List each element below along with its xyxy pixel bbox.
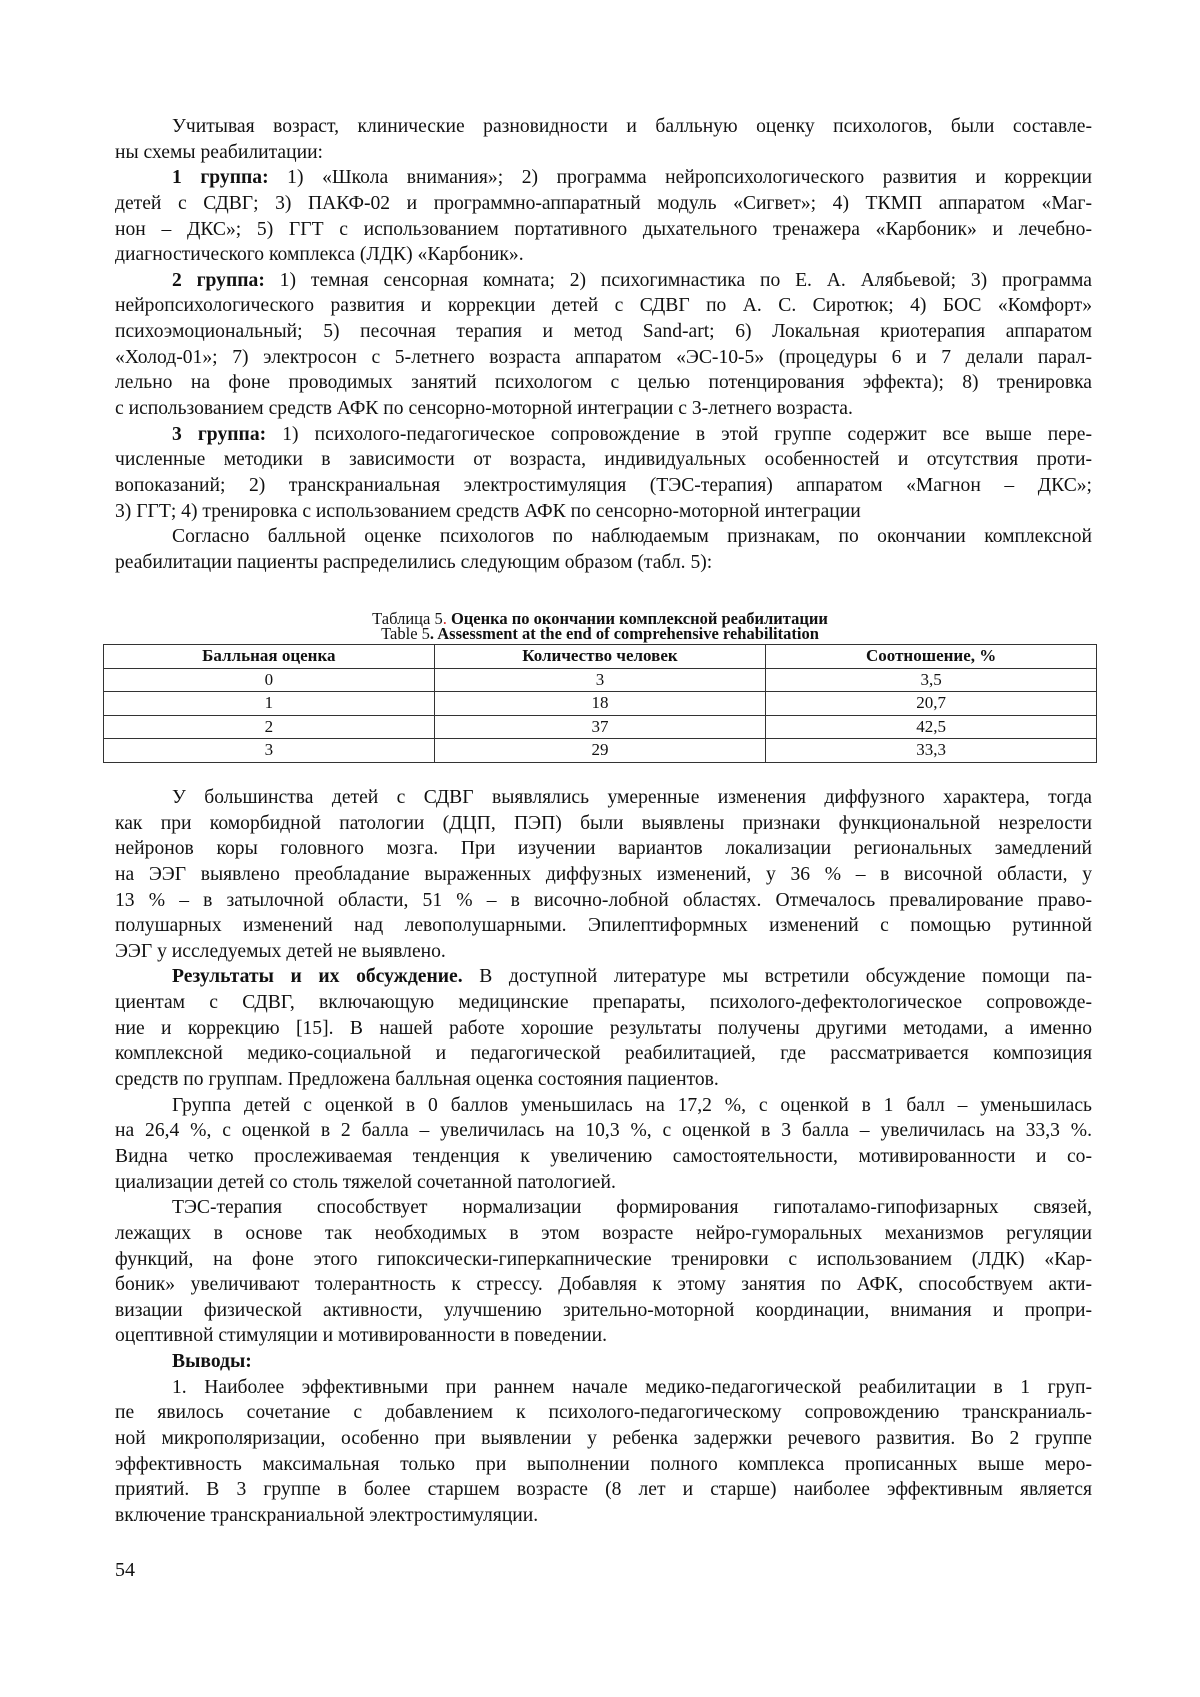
line-text: ние и коррекцию [15]. В нашей работе хорошие результаты получены другими методами, а именно	[115, 1017, 1092, 1039]
line-text: включение транскраниальной электростимуляции.	[115, 1504, 539, 1526]
line-text: нон – ДКС»; 5) ГГТ с использованием портативного дыхательного тренажера «Карбоник» и лечебно-	[115, 218, 1092, 240]
paragraph	[115, 114, 1092, 165]
text-line	[115, 1170, 1092, 1196]
text-line	[115, 524, 1092, 550]
paragraph	[115, 422, 1092, 525]
line-text: детей с СДВГ; 3) ПАКФ-02 и программно-аппаратный модуль «Сигвет»; 4) ТКМП аппаратом «Маг-	[115, 192, 1092, 214]
line-text: на 26,4 %, с оценкой в 2 балла – увеличилась на 10,3 %, с оценкой в 3 балла – увеличилась на 33,3 %.	[115, 1120, 1092, 1142]
paragraph-lead: 2 группа:	[172, 269, 265, 291]
line-text: диагностического комплекса (ЛДК) «Карбоник».	[115, 244, 524, 266]
text-line	[115, 939, 1092, 965]
table-cell: 3,5	[766, 668, 1097, 692]
table-cell: 1	[104, 692, 435, 716]
text-line	[115, 964, 1092, 990]
line-text: ны схемы реабилитации:	[115, 141, 324, 163]
paragraph-lead: Результаты и их обсуждение.	[172, 966, 463, 988]
line-text: ТЭС-терапия способствует нормализации формирования гипоталамо-гипофизарных связей,	[172, 1197, 1092, 1219]
text-line	[115, 1503, 1092, 1529]
line-text: как при коморбидной патологии (ДЦП, ПЭП) были выявлены признаки функциональной незрелости	[115, 812, 1092, 834]
paragraph	[115, 165, 1092, 268]
line-text: эффективность максимальная только при выполнении полного комплекса прописанных выше меро-	[115, 1453, 1092, 1475]
text-line	[115, 165, 1092, 191]
line-text: пе явилось сочетание с добавлением к психолого-педагогическому сопровождению транскраниаль-	[115, 1402, 1092, 1424]
table-cell: 37	[434, 715, 766, 739]
text-line	[115, 473, 1092, 499]
table-cell: 2	[104, 715, 435, 739]
table-cell: 3	[434, 668, 766, 692]
text-line	[115, 1067, 1092, 1093]
column-header: Соотношение, %	[766, 645, 1097, 669]
paragraph	[115, 1375, 1092, 1529]
text-line	[115, 191, 1092, 217]
line-text: лежащих в основе так необходимых в этом возрасте нейро-гуморальных механизмов регуляции	[115, 1222, 1092, 1244]
page-number: 54	[115, 1559, 135, 1581]
line-text: В доступной литературе мы встретили обсуждение помощи па-	[462, 966, 1093, 988]
line-text: с использованием средств АФК по сенсорно-моторной интеграции с 3-летнего возраста.	[115, 398, 853, 420]
caption-label: Таблица 5	[372, 609, 443, 628]
text-line	[115, 888, 1092, 914]
line-text: оцептивной стимуляции и мотивированности в поведении.	[115, 1325, 607, 1347]
text-line	[115, 1349, 1092, 1375]
paragraph	[115, 524, 1092, 575]
text-line	[115, 1144, 1092, 1170]
caption-title: Оценка по окончании комплексной реабилитации	[446, 609, 828, 628]
line-text: вопоказаний; 2) транскраниальная электростимуляция (ТЭС-терапия) аппаратом «Магнон – ДКС»;	[115, 474, 1092, 496]
text-line	[115, 1247, 1092, 1273]
text-line	[115, 370, 1092, 396]
line-text: функций, на фоне этого гипоксически-гиперкапнические тренировки с использованием (ЛДК) «Кар-	[115, 1248, 1092, 1270]
body-text-bottom	[115, 785, 1092, 1529]
paragraph	[115, 785, 1092, 964]
text-line	[115, 396, 1092, 422]
line-text: циентам с СДВГ, включающую медицинские препараты, психолого-дефектологическое сопровожде-	[115, 992, 1092, 1014]
table-row	[104, 692, 1097, 716]
line-text: Согласно балльной оценке психологов по наблюдаемым признакам, по окончании комплексной	[172, 526, 1092, 548]
paragraph	[115, 1195, 1092, 1349]
line-text: приятий. В 3 группе в более старшем возрасте (8 лет и старше) наиболее эффективным является	[115, 1479, 1092, 1501]
text-line	[115, 836, 1092, 862]
caption-label: Table 5	[381, 624, 430, 643]
text-line	[115, 1298, 1092, 1324]
text-line	[115, 1375, 1092, 1401]
body-text-top	[115, 114, 1092, 576]
text-line	[115, 913, 1092, 939]
text-line	[115, 550, 1092, 576]
line-text: Группа детей с оценкой в 0 баллов уменьшилась на 17,2 %, с оценкой в 1 балл – уменьшилась	[172, 1094, 1092, 1116]
text-line	[115, 217, 1092, 243]
text-line	[115, 499, 1092, 525]
paragraph	[115, 1093, 1092, 1196]
table-cell: 18	[434, 692, 766, 716]
table-row	[104, 715, 1097, 739]
line-text: «Холод-01»; 7) электросон с 5-летнего возраста аппаратом «ЭС-10-5» (процедуры 6 и 7 делали парал-	[115, 346, 1092, 368]
line-text: средств по группам. Предложена балльная оценка состояния пациентов.	[115, 1069, 719, 1091]
text-line	[115, 862, 1092, 888]
line-text: боник» увеличивают толерантность к стрессу. Добавляя к этому занятия по АФК, способствуем акти-	[115, 1274, 1092, 1296]
line-text: реабилитации пациенты распределились следующим образом (табл. 5):	[115, 551, 713, 573]
text-line	[115, 1426, 1092, 1452]
line-text: ЭЭГ у исследуемых детей не выявлено.	[115, 940, 446, 962]
caption-title: . Assessment at the end of comprehensive rehabilitation	[429, 624, 819, 643]
text-line	[115, 1221, 1092, 1247]
table-cell: 42,5	[766, 715, 1097, 739]
paragraph	[115, 268, 1092, 422]
paragraph-lead: 3 группа:	[172, 423, 267, 445]
text-line	[115, 242, 1092, 268]
table-caption-en	[0, 626, 1200, 641]
table-cell: 20,7	[766, 692, 1097, 716]
text-line	[115, 990, 1092, 1016]
line-text: У большинства детей с СДВГ выявлялись умеренные изменения диффузного характера, тогда	[172, 787, 1092, 808]
line-text: нейропсихологического развития и коррекции детей с СДВГ по А. С. Сиротюк; 4) БОС «Комфорт»	[115, 295, 1092, 317]
table-row	[104, 668, 1097, 692]
table-cell: 0	[104, 668, 435, 692]
text-line	[115, 140, 1092, 166]
text-line	[115, 293, 1092, 319]
line-text: нейронов коры головного мозга. При изучении вариантов локализации региональных замедлений	[115, 838, 1092, 860]
text-line	[115, 1452, 1092, 1478]
line-text: комплексной медико-социальной и педагогической реабилитацией, где рассматривается композиция	[115, 1043, 1092, 1065]
text-line	[115, 447, 1092, 473]
text-line	[115, 114, 1092, 140]
text-line	[115, 345, 1092, 371]
caption-dot: .	[442, 609, 447, 628]
line-text: на ЭЭГ выявлено преобладание выраженных диффузных изменений, у 36 % – в височной области, у	[115, 863, 1092, 885]
line-text: психоэмоциональный; 5) песочная терапия и метод Sand-art; 6) Локальная криотерапия аппаратом	[115, 321, 1092, 343]
table-cell: 29	[434, 739, 766, 763]
paragraph-lead: 1 группа:	[172, 167, 269, 189]
table-cell: 33,3	[766, 739, 1097, 763]
line-text: ной микрополяризации, особенно при выявлении у ребенка задержки речевого развития. Во 2 группе	[115, 1428, 1092, 1450]
text-line	[115, 1272, 1092, 1298]
assessment-table	[103, 644, 1097, 763]
text-line	[115, 1041, 1092, 1067]
text-line	[115, 268, 1092, 294]
line-text: численные методики в зависимости от возраста, индивидуальных особенностей и отсутствия проти-	[115, 449, 1092, 471]
text-line	[115, 1323, 1092, 1349]
text-line	[115, 1118, 1092, 1144]
text-line	[115, 1477, 1092, 1503]
text-line	[115, 1400, 1092, 1426]
table-row	[104, 739, 1097, 763]
line-text: 1) темная сенсорная комната; 2) психогимнастика по Е. А. Алябьевой; 3) программа	[264, 269, 1092, 291]
text-line	[115, 785, 1092, 811]
line-text: визации физической активности, улучшению зрительно-моторной координации, внимания и пропри-	[115, 1299, 1092, 1321]
table-header-row	[104, 645, 1097, 669]
paragraph	[115, 964, 1092, 1092]
text-line	[115, 1093, 1092, 1119]
line-text: лельно на фоне проводимых занятий психологом с целью потенцирования эффекта); 8) тренировка	[115, 372, 1092, 394]
text-line	[115, 1195, 1092, 1221]
paragraph-lead: Выводы:	[172, 1351, 252, 1373]
column-header: Количество человек	[434, 645, 766, 669]
paragraph	[115, 1349, 1092, 1375]
line-text: полушарных изменений над левополушарными. Эпилептиформных изменений с помощью рутинной	[115, 915, 1092, 937]
text-line	[115, 1016, 1092, 1042]
text-line	[115, 811, 1092, 837]
line-text: Учитывая возраст, клинические разновидности и балльную оценку психологов, были составле-	[172, 116, 1092, 137]
line-text: Видна четко прослеживаемая тенденция к увеличению самостоятельности, мотивированности и со-	[115, 1145, 1092, 1167]
table-cell: 3	[104, 739, 435, 763]
line-text: циализации детей со столь тяжелой сочетанной патологией.	[115, 1171, 616, 1193]
line-text: 13 % – в затылочной области, 51 % – в височно-лобной областях. Отмечалось превалирование право-	[115, 889, 1092, 911]
line-text: 1) психолого-педагогическое сопровождение в этой группе содержит все выше пере-	[266, 423, 1092, 445]
column-header: Балльная оценка	[104, 645, 435, 669]
line-text: 3) ГГТ; 4) тренировка с использованием средств АФК по сенсорно-моторной интеграции	[115, 500, 861, 522]
line-text: 1) «Школа внимания»; 2) программа нейропсихологического развития и коррекции	[268, 167, 1092, 189]
text-line	[115, 422, 1092, 448]
line-text: 1. Наиболее эффективными при раннем начале медико-педагогической реабилитации в 1 груп-	[172, 1376, 1092, 1398]
text-line	[115, 319, 1092, 345]
